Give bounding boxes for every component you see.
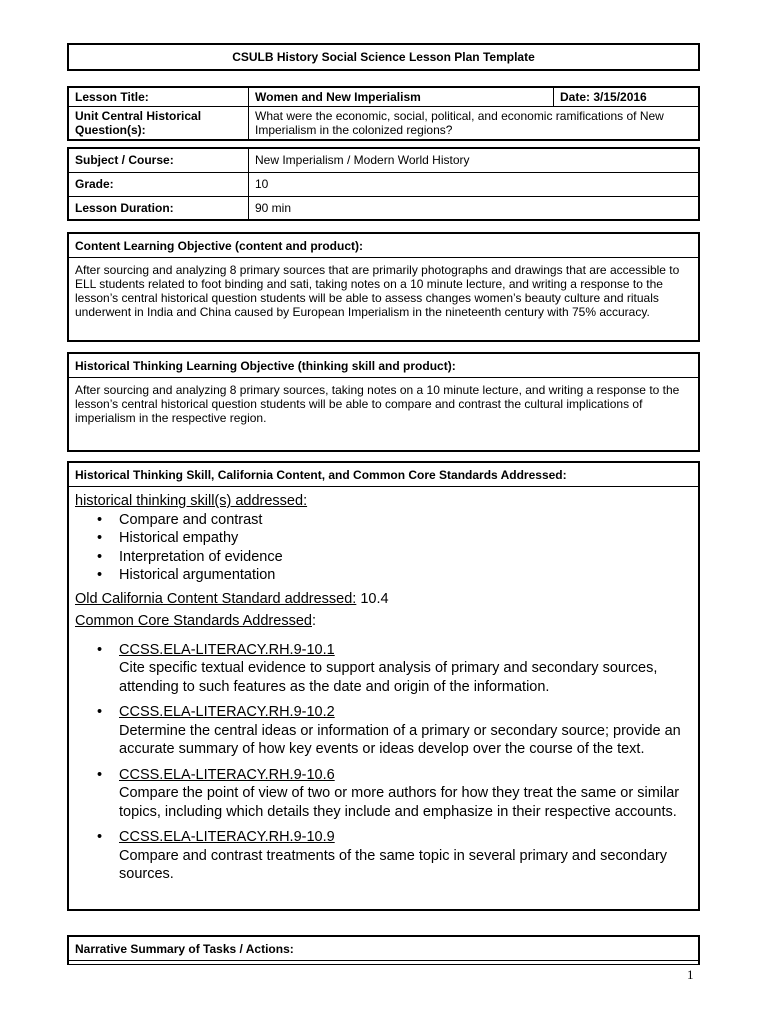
cc-standards-colon: :: [311, 613, 316, 629]
content-objective-heading: Content Learning Objective (content and product):: [69, 234, 698, 258]
skills-list: [75, 511, 692, 585]
page-number: 1: [687, 967, 694, 982]
lesson-title-value: Women and New Imperialism: [249, 87, 554, 107]
standard-code-link[interactable]: • CCSS.ELA-LITERACY.RH.9-10.9: [119, 829, 335, 845]
content-objective-body: After sourcing and analyzing 8 primary sources that are primarily photographs and drawings that are accessible to ELL students related to foot binding and sati, taking notes on a 10 minute lecture, and writing a response to the lesson’s central historical question students will be able to assess changes women’s beauty culture and rituals underwent in India and China caused by European Imperialism in the nineteenth century with 75% accuracy.: [75, 263, 680, 319]
cc-standards-label: Common Core Standards Addressed: [75, 613, 312, 629]
cc-standards-list: [75, 641, 692, 884]
duration-label: Lesson Duration:: [68, 196, 249, 220]
content-objective-section: [67, 232, 700, 342]
subject-value: New Imperialism / Modern World History: [249, 148, 700, 172]
narrative-heading: Narrative Summary of Tasks / Actions:: [69, 937, 698, 961]
central-question-label: Unit Central Historical Question(s):: [68, 107, 249, 141]
list-item: • Compare and contrast: [119, 511, 692, 530]
grade-label: Grade:: [68, 172, 249, 196]
standards-heading: Historical Thinking Skill, California Content, and Common Core Standards Addressed:: [69, 463, 698, 487]
standard-text: Determine the central ideas or information of a primary or secondary source; provide an accurate summary of how key events or ideas develop over the course of the text.: [119, 722, 681, 757]
lesson-title-label: Lesson Title:: [68, 87, 249, 107]
standard-code-link[interactable]: • CCSS.ELA-LITERACY.RH.9-10.2: [119, 704, 335, 720]
ca-standard-label: Old California Content Standard addressed:: [75, 590, 357, 607]
skills-label: historical thinking skill(s) addressed:: [75, 493, 308, 509]
course-info-table: [67, 147, 700, 221]
lesson-info-table: [67, 86, 700, 141]
list-item: [119, 641, 692, 697]
standard-code-link[interactable]: • CCSS.ELA-LITERACY.RH.9-10.6: [119, 766, 335, 783]
central-question-value: What were the economic, social, political, and economic ramifications of New Imperialism in the colonized regions?: [249, 107, 700, 141]
standards-body: [69, 487, 698, 896]
subject-label: Subject / Course:: [68, 148, 249, 172]
thinking-objective-body: After sourcing and analyzing 8 primary sources, taking notes on a 10 minute lecture, and writing a response to the lesson’s central historical question students will be able to compare and contrast the cultural implications of imperialism in the respective region.: [75, 383, 680, 425]
thinking-objective-heading: Historical Thinking Learning Objective (thinking skill and product):: [69, 354, 698, 378]
standard-text: Cite specific textual evidence to support analysis of primary and secondary sources, attending to such features as the date and origin of the information.: [119, 660, 658, 695]
list-item: [119, 703, 692, 759]
lesson-date: Date: 3/15/2016: [554, 87, 700, 107]
document-title: CSULB History Social Science Lesson Plan Template: [67, 43, 700, 71]
duration-value: 90 min: [249, 196, 700, 220]
list-item: [119, 766, 692, 822]
list-item: • Historical argumentation: [119, 566, 692, 585]
standard-code-link[interactable]: • CCSS.ELA-LITERACY.RH.9-10.1: [119, 641, 335, 658]
ca-standard-line: [75, 590, 692, 609]
standard-text: Compare and contrast treatments of the same topic in several primary and secondary sources.: [119, 847, 668, 882]
list-item: [119, 828, 692, 884]
thinking-objective-section: [67, 352, 700, 452]
narrative-section: [67, 935, 700, 965]
standards-section: [67, 461, 700, 911]
list-item: • Interpretation of evidence: [119, 548, 692, 567]
ca-standard-value: 10.4: [360, 590, 389, 607]
cc-standards-line: [75, 612, 692, 631]
list-item: • Historical empathy: [119, 529, 692, 548]
grade-value: 10: [249, 172, 700, 196]
standard-text: Compare the point of view of two or more authors for how they treat the same or similar topics, including which details they include and emphasize in their respective accounts.: [119, 785, 680, 820]
